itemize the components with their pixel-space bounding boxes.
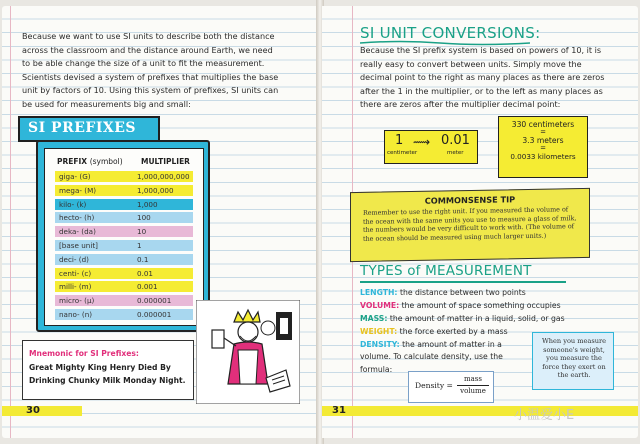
- conv-right-value: 0.01: [441, 133, 470, 148]
- definition-term: DENSITY:: [360, 340, 400, 349]
- multiplier-cell: 0.000001: [137, 310, 172, 319]
- definition-term: LENGTH:: [360, 288, 398, 297]
- prefix-cell: nano- (n): [59, 310, 93, 319]
- multiplier-cell: 0.01: [137, 268, 154, 278]
- conv-left-value: 1: [395, 133, 404, 148]
- header-multiplier: MULTIPLIER: [141, 157, 190, 166]
- conv2-line3: 0.0033 kilometers: [510, 152, 576, 161]
- conv2-eq2: =: [540, 144, 546, 152]
- definition-line: [360, 301, 561, 310]
- prefix-cell: deka- (da): [59, 227, 96, 237]
- formula-denominator: volume: [460, 387, 486, 395]
- watermark: 小温爱小E: [514, 408, 575, 423]
- definition-text: the amount of matter in a liquid, solid, or gas: [387, 314, 565, 323]
- tip-body: Remember to use the right unit. If you measured the volume of the ocean with the same units you use to measure a glass of milk, the numbers would be very difficult to work with. (The volume of the ocean should be measured using much larger units.): [363, 205, 577, 243]
- prefix-cell: centi- (c): [59, 268, 92, 278]
- header-prefix: PREFIX (symbol): [57, 157, 123, 166]
- definition-term: WEIGHT:: [360, 327, 398, 336]
- conv2-line2: 3.3 meters: [522, 136, 564, 145]
- mnemonic-title: Mnemonic for SI Prefixes:: [29, 349, 139, 358]
- commonsense-tip-box: [350, 188, 590, 262]
- conv-arrow: ⟿: [413, 135, 431, 149]
- weight-note-box: [532, 332, 614, 390]
- multiplier-cell: 1,000,000: [137, 185, 174, 195]
- right-intro-paragraph: Because the SI prefix system is based on powers of 10, it is really easy to convert between units. Simply move the decimal point to the right as many places as there are zeros after the 1 in the multiplier, or to the left as many places as there are zeros after the multiplier decimal point:: [360, 45, 605, 110]
- si-prefixes-banner: [18, 116, 160, 142]
- formula-lhs: Density =: [415, 381, 453, 390]
- si-unit-conversions-title: SI UNIT CONVERSIONS:: [360, 24, 541, 42]
- weight-note: When you measure someone's weight, you measure the force they exert on the earth.: [541, 337, 607, 380]
- definition-line: [360, 288, 526, 297]
- prefix-table-frame: [36, 140, 210, 332]
- prefix-table: [44, 148, 204, 326]
- right-page-number: 31: [332, 405, 346, 416]
- prefix-cell: [base unit]: [59, 241, 98, 250]
- fraction-bar: [457, 385, 489, 386]
- definition-line: [360, 314, 565, 323]
- margin-line: [10, 6, 11, 438]
- multiplier-cell: 0.1: [137, 254, 149, 264]
- mnemonic-box: [22, 340, 194, 400]
- conv-right-unit: meter: [447, 150, 464, 156]
- prefix-cell: deci- (d): [59, 254, 89, 264]
- left-intro-paragraph: Because we want to use SI units to describe both the distance across the classroom and the distance around Earth, we need to be able change the size of a unit to fit the measurement. Scientists devised a system of prefixes that multiplies the base unit by factors of 10. Using this system of prefixes, SI units can be used for measurements big and small:: [22, 31, 279, 109]
- multiplier-cell: 1: [137, 241, 142, 250]
- multiplier-cell: 0.001: [137, 282, 158, 292]
- prefix-cell: micro- (μ): [59, 296, 95, 306]
- definition-term: VOLUME:: [360, 301, 400, 310]
- definition-line: [360, 340, 502, 349]
- conv-left-unit: centimeter: [387, 150, 418, 156]
- left-page-number-bar: [2, 406, 82, 416]
- conversion-box-cm-m: [384, 130, 478, 164]
- prefix-cell: kilo- (k): [59, 199, 87, 209]
- multiplier-cell: 1,000,000,000: [137, 172, 190, 181]
- mnemonic-text: Great Mighty King Henry Died By Drinking Chunky Milk Monday Night.: [29, 363, 186, 385]
- si-prefixes-title: SI PREFIXES: [28, 120, 137, 136]
- left-page-number: 30: [26, 405, 40, 416]
- conv2-line1: 330 centimeters: [511, 120, 575, 129]
- formula-numerator: mass: [464, 375, 482, 383]
- definition-text: the force exerted by a mass: [397, 327, 508, 336]
- prefix-cell: milli- (m): [59, 282, 92, 292]
- density-continued-1: volume. To calculate density, use the: [360, 352, 503, 361]
- prefix-cell: mega- (M): [59, 185, 97, 195]
- tip-title: COMMONSENSE TIP: [424, 194, 516, 206]
- types-underline: [360, 281, 566, 283]
- conv2-eq1: =: [540, 128, 546, 136]
- multiplier-cell: 100: [137, 213, 151, 223]
- multiplier-cell: 0.000001: [137, 296, 172, 306]
- definition-term: MASS:: [360, 314, 388, 323]
- conversion-box-cm-m-km: [498, 116, 588, 178]
- density-continued-2: formula:: [360, 365, 393, 374]
- definition-text: the distance between two points: [397, 288, 526, 297]
- definition-line: [360, 327, 508, 336]
- prefix-cell: giga- (G): [59, 172, 91, 181]
- prefix-cell: hecto- (h): [59, 213, 95, 223]
- right-page-number-bar: [322, 406, 638, 416]
- types-of-measurement-title: TYPES of MEASUREMENT: [360, 263, 532, 279]
- definition-text: the amount of matter in a: [399, 340, 502, 349]
- multiplier-cell: 10: [137, 227, 147, 237]
- king-drinking-milk-illustration: [196, 300, 300, 404]
- multiplier-cell: 1,000: [137, 199, 158, 209]
- density-formula-box: [408, 371, 494, 403]
- definition-text: the amount of space something occupies: [399, 301, 561, 310]
